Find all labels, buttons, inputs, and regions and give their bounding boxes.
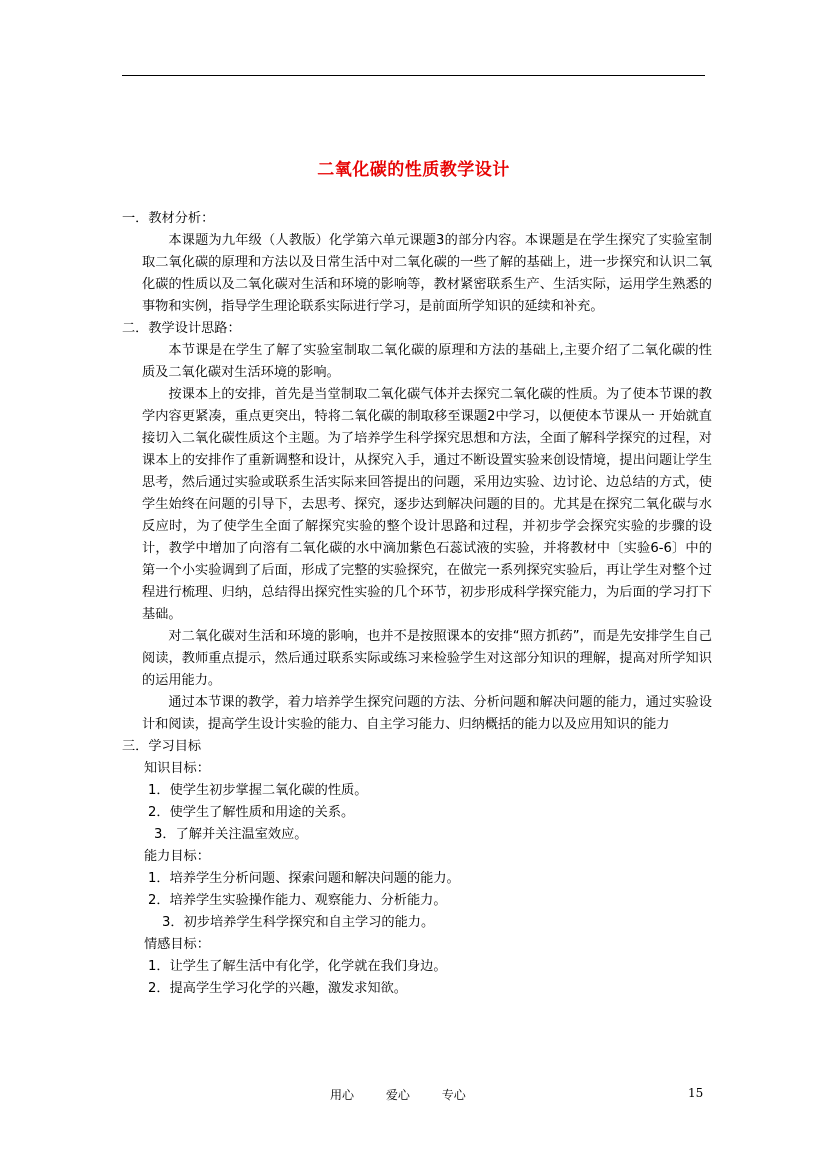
goal-item: 2．使学生了解性质和用途的关系。 (148, 805, 355, 820)
footer-motto-item: 专心 (441, 1088, 466, 1102)
ability-goals-label: 能力目标： (144, 849, 210, 864)
footer-motto-item: 爱心 (385, 1088, 410, 1102)
header-rule (122, 75, 705, 76)
emotion-goals-label: 情感目标： (144, 937, 210, 952)
goal-item: 1．使学生初步掌握二氧化碳的性质。 (148, 783, 368, 798)
section-heading-1: 一．教材分析： (122, 211, 215, 226)
goal-item: 3．初步培养学生科学探究和自主学习的能力。 (162, 915, 435, 930)
paragraph: 本课题为九年级（人教版）化学第六单元课题3的部分内容。本课题是在学生探究了实验室制取二氧化碳的原理和方法以及日常生活中对二氧化碳的一些了解的基础上，进一步探究和认识二氧化碳的性质以及二氧化碳对生活和环境的影响等，教材紧密联系生产、生活实际，运用学生熟悉的事物和实例，指导学生理论联系实际进行学习，是前面所学知识的延续和补充。 (142, 233, 712, 314)
section-heading-2: 二．教学设计思路： (122, 321, 241, 336)
goal-item: 1．培养学生分析问题、探索问题和解决问题的能力。 (148, 871, 460, 886)
footer-motto-item: 用心 (330, 1088, 355, 1102)
document-title: 二氧化碳的性质教学设计 (317, 160, 510, 180)
goal-item: 2．培养学生实验操作能力、观察能力、分析能力。 (148, 893, 447, 908)
goal-item: 1．让学生了解生活中有化学，化学就在我们身边。 (148, 959, 447, 974)
goal-item: 2．提高学生学习化学的兴趣，激发求知欲。 (148, 981, 407, 996)
knowledge-goals-label: 知识目标： (144, 761, 210, 776)
footer-motto (330, 1086, 494, 1103)
paragraph: 按课本上的安排，首先是当堂制取二氧化碳气体并去探究二氧化碳的性质。为了使本节课的教学内容更紧凑，重点更突出，特将二氧化碳的制取移至课题2中学习，以便使本节课从一 开始就直接切入二氧化碳性质这个主题。为了培养学生科学探究思想和方法，全面了解科学探究的过程，对课本上的安排作了重新调整和设计，从探究入手，通过不断设置实验来创设情境，提出问题让学生思考，然后通过实验或联系生活实际来回答提出的问题，采用边实验、边讨论、边总结的方式，使学生始终在问题的引导下，去思考、探究，逐步达到解决问题的目的。尤其是在探究二氧化碳与水反应时，为了使学生全面了解探究实验的整个设计思路和过程，并初步学会探究实验的步骤的设计，教学中增加了向溶有二氧化碳的水中滴加紫色石蕊试液的实验，并将教材中〔实验6-6〕中的第一个小实验调到了后面，形成了完整的实验探究，在做完一系列探究实验后，再让学生对整个过程进行梳理、归纳，总结得出探究性实验的几个环节，初步形成科学探究能力，为后面的学习打下基础。 (142, 387, 712, 622)
paragraph: 本节课是在学生了解了实验室制取二氧化碳的原理和方法的基础上,主要介绍了二氧化碳的性质及二氧化碳对生活环境的影响。 (142, 343, 712, 380)
paragraph: 对二氧化碳对生活和环境的影响，也并不是按照课本的安排“照方抓药”，而是先安排学生自己阅读，教师重点提示，然后通过联系实际或练习来检验学生对这部分知识的理解，提高对所学知识的运用能力。 (142, 629, 712, 688)
paragraph: 通过本节课的教学，着力培养学生探究问题的方法、分析问题和解决问题的能力，通过实验设计和阅读，提高学生设计实验的能力、自主学习能力、归纳概括的能力以及应用知识的能力 (142, 695, 712, 732)
goal-item: 3．了解并关注温室效应。 (154, 827, 308, 842)
section-heading-3: 三．学习目标 (122, 739, 202, 754)
document-body (122, 208, 712, 1000)
page-number: 15 (688, 1086, 704, 1100)
